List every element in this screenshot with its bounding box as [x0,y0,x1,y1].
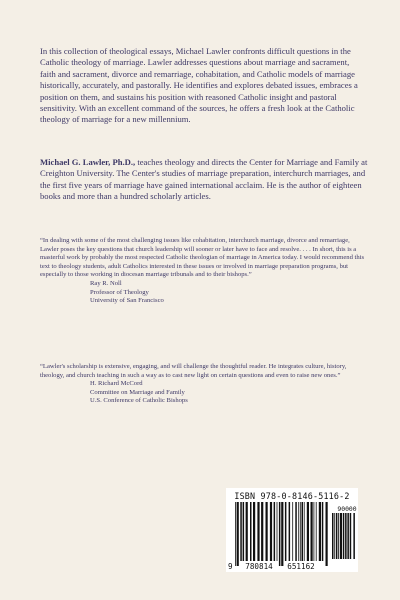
barcode-bar [274,502,276,561]
price-addon-bars [332,513,355,559]
barcode-bar [338,513,339,559]
ean-digit-prefix: 9 [228,562,233,571]
barcode-bar [302,502,304,561]
barcode-bar [353,513,355,559]
barcode-bar [261,502,263,561]
barcode-bar [270,502,272,561]
barcode-bar [295,502,297,561]
endorsement-text: “In dealing with some of the most challenging issues like cohabitation, interchurch marriage, divorce and remarriage, Lawler poses the key questions that church leadership will sooner or later have to face and resolve. . . . In short, this is a masterful work by probably the most respected Catholic theologian of marriage in America today. I would recommend this text to theology students, adult Catholics interested in these issues or involved in marriage preparation programs, but especially to those working in diocesan marriage tribunals and to their bishops.” [40,237,365,279]
endorser-name: Ray R. Noll [90,279,122,287]
barcode-bar [340,513,342,559]
endorser-title: Committee on Marriage and Family [90,388,185,396]
author-bio [40,157,368,203]
isbn-label: ISBN 978-0-8146-5116-2 [234,491,350,501]
barcode-bar [326,502,328,566]
barcode-bar [235,502,236,566]
barcode-bar [316,502,317,561]
isbn-barcode [226,488,358,572]
barcode-bar [311,502,313,561]
ean-bars [235,502,328,566]
endorsement-noll [40,237,365,306]
barcode-bar [307,502,309,561]
barcode-bar [292,502,293,561]
ean-digit-right-group: 651162 [287,562,315,571]
barcode-bar [343,513,345,559]
barcode-bar [250,502,252,561]
barcode-bar [332,513,334,559]
barcode-bar [266,502,268,561]
barcode-bar [336,513,338,559]
barcode-bar [319,502,321,561]
barcode-bar [237,502,239,566]
barcode-bar [345,513,347,559]
barcode-bar [281,502,283,566]
ean-digit-left-group: 780814 [245,562,273,571]
barcode-bar [243,502,245,561]
endorser-affiliation: U.S. Conference of Catholic Bishops [90,397,188,405]
barcode-bar [240,502,242,561]
barcode-graphic [226,488,358,572]
author-name: Michael G. Lawler, Ph.D., [40,157,136,167]
endorser-affiliation: University of San Francisco [90,297,164,305]
author-bio-text: teaches theology and directs the Center for Marriage and Family at Creighton University. The Center's studies of marriage preparation, interchurch marriages, and the first five years of marriage have gained international acclaim. He is the author of eighteen books and more than a hundred scholarly articles. [40,157,368,202]
endorsement-mccord [40,363,365,406]
book-description: In this collection of theological essays, Michael Lawler confronts difficult questions in the Catholic theology of marriage. Lawler addresses questions about marriage and sacrament, faith and sacrament, divorce and remarriage, cohabitation, and Catholic models of marriage historically, accurately, and pastorally. He identifies and explores debated issues, embraces a position on them, and sustains his position with reasoned Catholic insight and pastoral sensitivity. With an excellent command of the sources, he offers a fresh look at the Catholic theology of marriage for a new millennium. [40,46,358,125]
barcode-bar [289,502,291,561]
barcode-bar [304,502,305,561]
endorser-name: H. Richard McCord [90,380,143,388]
barcode-bar [347,513,349,559]
endorser-title: Professor of Theology [90,288,149,296]
barcode-bar [334,513,335,559]
barcode-bar [253,502,255,561]
barcode-bar [298,502,299,561]
barcode-bar [246,502,248,561]
barcode-bar [285,502,287,561]
barcode-bar [300,502,301,561]
price-code: 90000 [337,505,357,513]
barcode-bar [350,513,352,559]
endorsement-text: “Lawler's scholarship is extensive, engaging, and will challenge the thoughtful reader. He integrates culture, history, theology, and church teaching in such a way as to cast new light on certain questions and even to raise new ones.” [40,363,347,379]
barcode-bar [322,502,324,561]
barcode-bar [314,502,315,561]
barcode-bar [279,502,281,566]
barcode-bar [277,502,278,561]
barcode-bar [257,502,259,561]
